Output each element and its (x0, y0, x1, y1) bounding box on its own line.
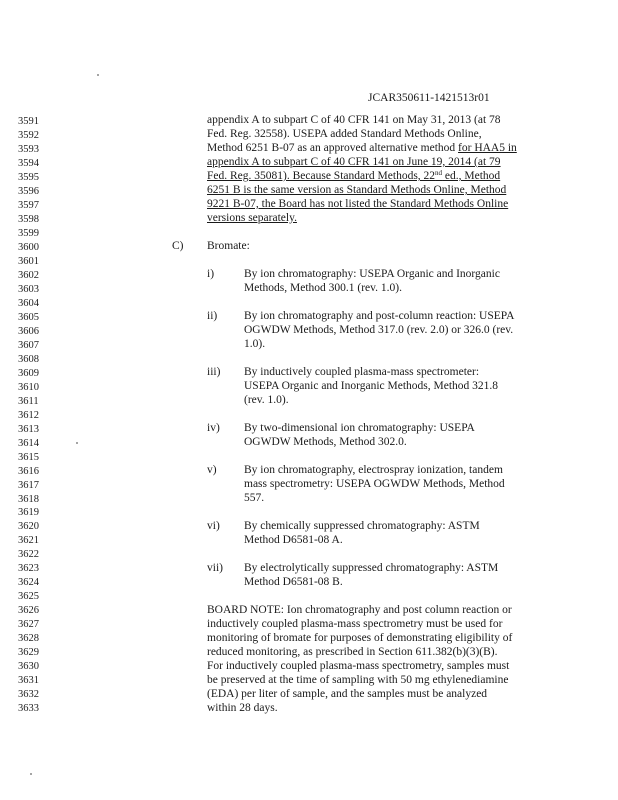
document-id: JCAR350611-1421513r01 (368, 92, 490, 104)
line-number: 3614 (18, 437, 39, 449)
line-number: 3598 (18, 213, 39, 225)
item-line: Methods, Method 300.1 (rev. 1.0). (244, 282, 402, 294)
item-line: 1.0). (244, 338, 266, 350)
board-note-line: reduced monitoring, as prescribed in Section 611.382(b)(3)(B). (207, 646, 498, 658)
item-line: By ion chromatography: USEPA Organic and Inorganic (244, 268, 500, 280)
line-number: 3607 (18, 339, 39, 351)
item-number: vi) (207, 520, 220, 532)
line-number: 3609 (18, 367, 39, 379)
scan-speck (97, 74, 99, 76)
scan-speck (30, 773, 32, 775)
item-line: By ion chromatography and post-column reaction: USEPA (244, 310, 515, 322)
line-number: 3593 (18, 144, 39, 155)
intro-line: 9221 B-07, the Board has not listed the Standard Methods Online (207, 198, 509, 210)
line-number: 3602 (18, 269, 39, 281)
board-note-line: BOARD NOTE: Ion chromatography and post column reaction or (207, 604, 512, 616)
line-number: 3594 (18, 157, 39, 169)
board-note-line: (EDA) per liter of sample, and the samples must be analyzed (207, 688, 488, 700)
line-number: 3628 (18, 633, 39, 645)
intro-line: 6251 B is the same version as Standard Methods Online, Method (207, 184, 507, 196)
line-number: 3592 (18, 130, 39, 141)
line-number: 3600 (18, 241, 39, 253)
line-number: 3625 (18, 591, 39, 603)
item-number: ii) (207, 310, 218, 322)
intro-text: Fed. Reg. 35081). Because Standard Methods, 22 (207, 170, 436, 182)
line-number: 3591 (18, 116, 39, 127)
line-number: 3631 (18, 675, 39, 687)
board-note-line: monitoring of bromate for purposes of demonstrating eligibility of (207, 632, 513, 644)
line-number: 3613 (18, 423, 39, 435)
line-number: 3630 (18, 661, 39, 673)
line-number: 3616 (18, 465, 39, 477)
line-number: 3611 (18, 395, 39, 407)
scan-speck (76, 442, 78, 444)
item-line: By ion chromatography, electrospray ionization, tandem (244, 464, 503, 476)
item-line: (rev. 1.0). (244, 394, 289, 406)
intro-line: versions separately. (207, 212, 297, 224)
line-number: 3632 (18, 689, 39, 701)
line-number: 3626 (18, 605, 39, 617)
line-number: 3612 (18, 409, 39, 421)
line-number: 3624 (18, 577, 39, 589)
line-number: 3623 (18, 563, 39, 575)
line-number: 3618 (18, 493, 39, 505)
item-line: Method D6581-08 B. (244, 576, 343, 588)
item-number: vii) (207, 562, 223, 574)
item-number: iv) (207, 422, 220, 434)
line-number: 3595 (18, 171, 39, 183)
item-line: mass spectrometry: USEPA OGWDW Methods, Method (244, 478, 505, 490)
section-title: Bromate: (207, 240, 250, 252)
intro-underlined-text: for HAA5 in (458, 142, 517, 154)
item-line: 557. (244, 492, 265, 504)
line-number: 3627 (18, 619, 39, 631)
ordinal-suffix: nd (435, 169, 443, 177)
item-number: v) (207, 464, 217, 476)
section-label: C) (172, 240, 184, 252)
line-number: 3617 (18, 479, 39, 491)
line-number: 3599 (18, 227, 39, 239)
board-note-line: For inductively coupled plasma-mass spectrometry, samples must (207, 660, 510, 672)
item-line: OGWDW Methods, Method 317.0 (rev. 2.0) or 326.0 (rev. (244, 324, 514, 336)
intro-text: Method 6251 B-07 as an approved alternative method (207, 142, 459, 154)
intro-line (207, 142, 517, 154)
board-note-line: within 28 days. (207, 702, 278, 714)
intro-text: ed., Method (442, 170, 501, 182)
line-number: 3610 (18, 381, 39, 393)
item-line: By electrolytically suppressed chromatography: ASTM (244, 562, 499, 574)
line-number: 3619 (18, 507, 39, 519)
line-number: 3629 (18, 647, 39, 659)
line-number: 3620 (18, 521, 39, 533)
item-number: iii) (207, 366, 221, 378)
line-number: 3597 (18, 199, 39, 211)
item-line: USEPA Organic and Inorganic Methods, Method 321.8 (244, 380, 499, 392)
item-line: By two-dimensional ion chromatography: USEPA (244, 422, 475, 434)
line-number: 3605 (18, 311, 39, 323)
item-line: By inductively coupled plasma-mass spectrometer: (244, 366, 480, 378)
line-number: 3621 (18, 535, 39, 547)
intro-line: appendix A to subpart C of 40 CFR 141 on May 31, 2013 (at 78 (207, 114, 501, 126)
item-line: OGWDW Methods, Method 302.0. (244, 436, 407, 448)
line-number: 3622 (18, 549, 39, 561)
item-line: By chemically suppressed chromatography: ASTM (244, 520, 480, 532)
board-note-line: be preserved at the time of sampling with 50 mg ethylenediamine (207, 674, 509, 686)
line-number: 3601 (18, 255, 39, 267)
line-number: 3596 (18, 185, 39, 197)
line-number: 3604 (18, 297, 39, 309)
item-line: Method D6581-08 A. (244, 534, 343, 546)
line-number: 3603 (18, 283, 39, 295)
board-note-line: inductively coupled plasma-mass spectrometry must be used for (207, 618, 503, 630)
intro-line (207, 170, 500, 182)
intro-line: Fed. Reg. 32558). USEPA added Standard Methods Online, (207, 128, 482, 140)
line-number: 3633 (18, 703, 39, 715)
line-number: 3606 (18, 325, 39, 337)
item-number: i) (207, 268, 215, 280)
line-number: 3608 (18, 353, 39, 365)
intro-line: appendix A to subpart C of 40 CFR 141 on June 19, 2014 (at 79 (207, 156, 501, 168)
line-number: 3615 (18, 451, 39, 463)
